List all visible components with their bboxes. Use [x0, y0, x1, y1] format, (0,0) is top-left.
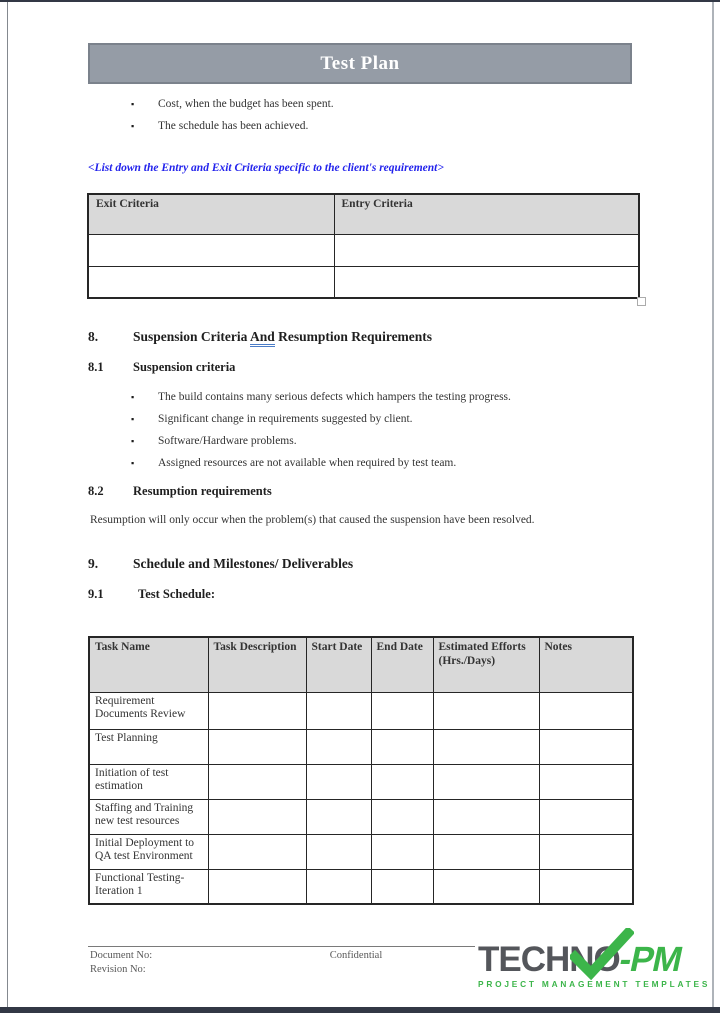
estimated-efforts-header: Estimated Efforts (Hrs./Days)	[433, 637, 539, 692]
task-description-cell[interactable]	[208, 869, 306, 904]
resumption-paragraph: Resumption will only occur when the problem(s) that caused the suspension have been resolved.	[90, 514, 535, 526]
task-description-cell[interactable]	[208, 799, 306, 834]
estimated-efforts-cell[interactable]	[433, 869, 539, 904]
logo-text-gray: NO	[569, 940, 620, 979]
list-item	[88, 456, 648, 470]
task-description-cell[interactable]	[208, 729, 306, 764]
list-item	[88, 434, 648, 448]
list-item	[88, 97, 632, 111]
intro-bullet-list	[88, 97, 632, 141]
task-description-cell[interactable]	[208, 692, 306, 729]
section-title: Suspension criteria	[133, 360, 236, 374]
end-date-cell[interactable]	[371, 834, 433, 869]
notes-header: Notes	[539, 637, 633, 692]
exit-criteria-header: Exit Criteria	[88, 194, 334, 234]
estimated-efforts-cell[interactable]	[433, 764, 539, 799]
table-row	[89, 729, 633, 764]
table-header-row	[88, 194, 639, 234]
criteria-table	[87, 193, 640, 299]
estimated-efforts-cell[interactable]	[433, 729, 539, 764]
task-name-cell: Test Planning	[89, 729, 208, 764]
notes-cell[interactable]	[539, 834, 633, 869]
logo-tagline: PROJECT MANAGEMENT TEMPLATES	[478, 979, 711, 989]
task-name-cell: Functional Testing-Iteration 1	[89, 869, 208, 904]
start-date-cell[interactable]	[306, 764, 371, 799]
revision-no-label: Revision No:	[90, 964, 146, 975]
bullet-icon: ▪	[131, 392, 135, 402]
table-row	[89, 692, 633, 729]
section-8-1-heading	[88, 360, 235, 375]
list-item-text: Assigned resources are not available when required by test team.	[158, 457, 457, 469]
template-instruction-note: <List down the Entry and Exit Criteria specific to the client's requirement>	[88, 162, 444, 174]
logo-text-green: -PM	[615, 940, 686, 979]
table-row	[89, 834, 633, 869]
table-row	[89, 764, 633, 799]
table-row	[88, 234, 639, 266]
section-9-heading	[88, 556, 353, 572]
entry-criteria-cell[interactable]	[334, 266, 639, 298]
start-date-header: Start Date	[306, 637, 371, 692]
section-title: Resumption requirements	[133, 484, 272, 498]
logo-text-gray: TECH	[478, 940, 570, 979]
end-date-cell[interactable]	[371, 729, 433, 764]
end-date-cell[interactable]	[371, 692, 433, 729]
list-item-text: The schedule has been achieved.	[158, 120, 309, 132]
end-date-cell[interactable]	[371, 799, 433, 834]
notes-cell[interactable]	[539, 692, 633, 729]
logo-wordmark	[478, 941, 718, 979]
table-resize-handle[interactable]	[637, 297, 646, 306]
list-item-text: Significant change in requirements suggested by client.	[158, 413, 413, 425]
page-edge-bottom	[0, 1007, 720, 1013]
section-8-2-heading	[88, 484, 272, 499]
section-title: Test Schedule:	[138, 587, 215, 601]
list-item	[88, 119, 632, 133]
test-schedule-table	[88, 636, 634, 905]
confidential-label: Confidential	[329, 950, 383, 961]
entry-criteria-cell[interactable]	[334, 234, 639, 266]
table-row	[89, 869, 633, 904]
end-date-header: End Date	[371, 637, 433, 692]
bullet-icon: ▪	[131, 121, 135, 131]
end-date-cell[interactable]	[371, 764, 433, 799]
task-name-header: Task Name	[89, 637, 208, 692]
start-date-cell[interactable]	[306, 692, 371, 729]
task-name-cell: Initiation of test estimation	[89, 764, 208, 799]
end-date-cell[interactable]	[371, 869, 433, 904]
exit-criteria-cell[interactable]	[88, 234, 334, 266]
notes-cell[interactable]	[539, 799, 633, 834]
list-item	[88, 412, 648, 426]
table-row	[88, 266, 639, 298]
section-number: 9.	[88, 556, 99, 571]
start-date-cell[interactable]	[306, 834, 371, 869]
bullet-icon: ▪	[131, 414, 135, 424]
grammar-marked-word: And	[250, 329, 275, 347]
task-description-header: Task Description	[208, 637, 306, 692]
page-edge-left	[7, 2, 8, 1007]
entry-criteria-header: Entry Criteria	[334, 194, 639, 234]
bullet-icon: ▪	[131, 99, 135, 109]
start-date-cell[interactable]	[306, 729, 371, 764]
task-name-cell: Staffing and Training new test resources	[89, 799, 208, 834]
section-title-part: Suspension Criteria	[133, 329, 251, 344]
notes-cell[interactable]	[539, 729, 633, 764]
table-header-row	[89, 637, 633, 692]
start-date-cell[interactable]	[306, 799, 371, 834]
estimated-efforts-cell[interactable]	[433, 834, 539, 869]
task-description-cell[interactable]	[208, 764, 306, 799]
section-number: 9.1	[88, 587, 104, 601]
start-date-cell[interactable]	[306, 869, 371, 904]
bullet-icon: ▪	[131, 436, 135, 446]
task-description-cell[interactable]	[208, 834, 306, 869]
document-title-bar	[88, 43, 632, 84]
section-number: 8.	[88, 329, 99, 344]
estimated-efforts-cell[interactable]	[433, 799, 539, 834]
footer-divider	[88, 946, 475, 947]
list-item	[88, 390, 648, 404]
techno-pm-logo	[478, 941, 718, 989]
suspension-bullet-list	[88, 390, 648, 478]
estimated-efforts-cell[interactable]	[433, 692, 539, 729]
bullet-icon: ▪	[131, 458, 135, 468]
section-number: 8.2	[88, 484, 104, 498]
notes-cell[interactable]	[539, 869, 633, 904]
table-row	[89, 799, 633, 834]
exit-criteria-cell[interactable]	[88, 266, 334, 298]
list-item-text: The build contains many serious defects which hampers the testing progress.	[158, 391, 511, 403]
section-9-1-heading	[88, 587, 215, 602]
section-number: 8.1	[88, 360, 104, 374]
document-no-label: Document No:	[90, 950, 153, 961]
page-edge-right	[712, 2, 714, 1007]
section-title: Schedule and Milestones/ Deliverables	[133, 556, 354, 571]
section-8-heading	[88, 329, 432, 345]
section-title-part: Resumption Requirements	[274, 329, 433, 344]
page-edge-top	[0, 0, 720, 2]
task-name-cell: Requirement Documents Review	[89, 692, 208, 729]
checkmark-icon	[570, 928, 634, 980]
task-name-cell: Initial Deployment to QA test Environment	[89, 834, 208, 869]
list-item-text: Software/Hardware problems.	[158, 435, 297, 447]
page-title: Test Plan	[320, 52, 400, 74]
list-item-text: Cost, when the budget has been spent.	[158, 98, 334, 110]
notes-cell[interactable]	[539, 764, 633, 799]
